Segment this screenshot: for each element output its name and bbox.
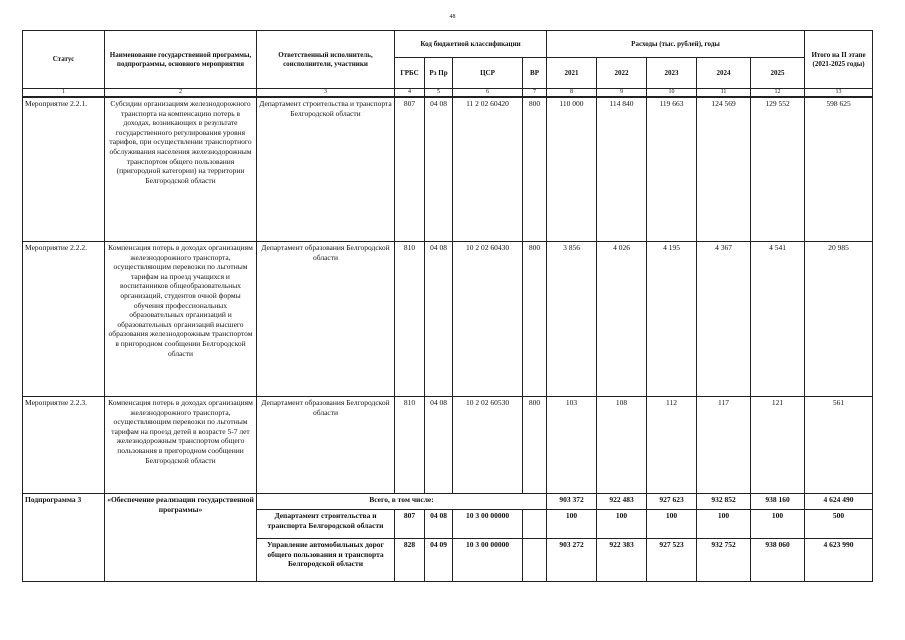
- row-value-2022: 114 840: [597, 97, 647, 242]
- row-value-2023: 119 663: [647, 97, 697, 242]
- row-total: 20 985: [805, 242, 873, 397]
- column-number: 3: [257, 89, 395, 98]
- header-vr: ВР: [523, 58, 547, 89]
- row-value-2025: 4 541: [751, 242, 805, 397]
- row-value-2023: 4 195: [647, 242, 697, 397]
- row-csr: 10 2 02 60530: [453, 397, 523, 494]
- column-number: 6: [453, 89, 523, 98]
- row-grbs: 807: [395, 97, 425, 242]
- row-value-2021: 3 856: [547, 242, 597, 397]
- subprogram-total-label: Всего, в том числе:: [257, 494, 547, 510]
- page-number: 48: [449, 14, 456, 20]
- column-number: 12: [751, 89, 805, 98]
- table-row-measure-2-2-3: [23, 397, 873, 494]
- participant-value-2021: 100: [547, 510, 597, 539]
- header-year: 2024: [697, 58, 751, 89]
- header-executor: Ответственный исполнитель, соисполнители, участники: [257, 31, 395, 89]
- participant-grbs: 807: [395, 510, 425, 539]
- column-number-row: [23, 89, 873, 98]
- participant-executor: Управление автомобильных дорог общего пользования и транспорта Белгородской области: [257, 539, 395, 582]
- row-vr: 800: [523, 242, 547, 397]
- subprogram-name: «Обеспечение реализации государственной программы»: [105, 494, 257, 582]
- row-csr: 10 2 02 60430: [453, 242, 523, 397]
- subprogram-total-2025: 938 160: [751, 494, 805, 510]
- participant-value-2021: 903 272: [547, 539, 597, 582]
- participant-value-2023: 927 523: [647, 539, 697, 582]
- row-executor: Департамент строительства и транспорта Белгородской области: [257, 97, 395, 242]
- participant-vr: [523, 510, 547, 539]
- participant-vr: [523, 539, 547, 582]
- row-name: Компенсация потерь в доходах организациям железнодорожного транспорта, осуществляющим перевозки по льготным тарифам на проезд детей в возрасте 5-7 лет железнодорожным транспортом общего пользования в пригородном сообщении Белгородской области: [105, 397, 257, 494]
- header-total: Итого на II этапе (2021-2025 годы): [805, 31, 873, 89]
- table-row-measure-2-2-1: [23, 97, 873, 242]
- row-grbs: 810: [395, 242, 425, 397]
- row-value-2021: 103: [547, 397, 597, 494]
- header-rzpr: Рз Пр: [425, 58, 453, 89]
- participant-csr: 10 3 00 00000: [453, 539, 523, 582]
- row-value-2024: 4 367: [697, 242, 751, 397]
- participant-total: 4 623 990: [805, 539, 873, 582]
- header-grbs: ГРБС: [395, 58, 425, 89]
- budget-table: [22, 30, 873, 582]
- participant-value-2025: 938 060: [751, 539, 805, 582]
- subprogram-total-2024: 932 852: [697, 494, 751, 510]
- row-value-2025: 121: [751, 397, 805, 494]
- column-number: 1: [23, 89, 105, 98]
- column-number: 2: [105, 89, 257, 98]
- row-value-2021: 110 000: [547, 97, 597, 242]
- column-number: 4: [395, 89, 425, 98]
- row-rzpr: 04 08: [425, 397, 453, 494]
- row-status: Мероприятие 2.2.3.: [23, 397, 105, 494]
- row-executor: Департамент образования Белгородской области: [257, 397, 395, 494]
- participant-value-2022: 100: [597, 510, 647, 539]
- column-number: 5: [425, 89, 453, 98]
- participant-executor: Департамент строительства и транспорта Белгородской области: [257, 510, 395, 539]
- header-budget-code: Код бюджетной классификации: [395, 31, 547, 58]
- participant-value-2025: 100: [751, 510, 805, 539]
- row-name: Субсидии организациям железнодорожного транспорта на компенсацию потерь в доходах, возникающих в результате государственного регулирования уровня тарифов, при осуществлении транспортного обслуживания населения железнодорожным транспортом общего пользования (пригородной категории) на территории Белгородской области: [105, 97, 257, 242]
- row-value-2024: 124 569: [697, 97, 751, 242]
- header-csr: ЦСР: [453, 58, 523, 89]
- subprogram-status: Подпрограмма 3: [23, 494, 105, 582]
- header-year: 2021: [547, 58, 597, 89]
- subprogram-total-sum: 4 624 490: [805, 494, 873, 510]
- row-value-2022: 4 026: [597, 242, 647, 397]
- participant-rzpr: 04 08: [425, 510, 453, 539]
- column-number: 10: [647, 89, 697, 98]
- header-row-1: [23, 31, 873, 58]
- column-number: 9: [597, 89, 647, 98]
- row-rzpr: 04 08: [425, 242, 453, 397]
- table-row-measure-2-2-2: [23, 242, 873, 397]
- column-number: 11: [697, 89, 751, 98]
- row-executor: Департамент образования Белгородской области: [257, 242, 395, 397]
- column-number: 7: [523, 89, 547, 98]
- row-csr: 11 2 02 60420: [453, 97, 523, 242]
- header-expenses: Расходы (тыс. рублей), годы: [547, 31, 805, 58]
- row-status: Мероприятие 2.2.1.: [23, 97, 105, 242]
- row-total: 598 625: [805, 97, 873, 242]
- row-value-2023: 112: [647, 397, 697, 494]
- participant-total: 500: [805, 510, 873, 539]
- row-status: Мероприятие 2.2.2.: [23, 242, 105, 397]
- participant-value-2024: 100: [697, 510, 751, 539]
- header-year: 2025: [751, 58, 805, 89]
- row-rzpr: 04 08: [425, 97, 453, 242]
- participant-rzpr: 04 09: [425, 539, 453, 582]
- participant-value-2024: 932 752: [697, 539, 751, 582]
- row-value-2024: 117: [697, 397, 751, 494]
- header-year: 2022: [597, 58, 647, 89]
- subprogram-total-2021: 903 372: [547, 494, 597, 510]
- subprogram-total-2023: 927 623: [647, 494, 697, 510]
- column-number: 8: [547, 89, 597, 98]
- row-name: Компенсация потерь в доходах организациям железнодорожного транспорта, осуществляющим перевозки по льготным тарифам на проезд учащихся и воспитанников общеобразовательных организаций, студентов очной формы обучения профессиональных образовательных организаций и образовательных организаций высшего образования железнодорожным транспортом в пригородном сообщении Белгородской области: [105, 242, 257, 397]
- row-value-2025: 129 552: [751, 97, 805, 242]
- row-vr: 800: [523, 397, 547, 494]
- subprogram-total-2022: 922 483: [597, 494, 647, 510]
- participant-csr: 10 3 00 00000: [453, 510, 523, 539]
- column-number: 13: [805, 89, 873, 98]
- header-status: Статус: [23, 31, 105, 89]
- participant-value-2022: 922 383: [597, 539, 647, 582]
- header-name: Наименование государственной программы, подпрограммы, основного мероприятия: [105, 31, 257, 89]
- participant-value-2023: 100: [647, 510, 697, 539]
- row-grbs: 810: [395, 397, 425, 494]
- subprogram-total-row: [23, 494, 873, 510]
- row-vr: 800: [523, 97, 547, 242]
- row-total: 561: [805, 397, 873, 494]
- participant-grbs: 828: [395, 539, 425, 582]
- header-year: 2023: [647, 58, 697, 89]
- row-value-2022: 108: [597, 397, 647, 494]
